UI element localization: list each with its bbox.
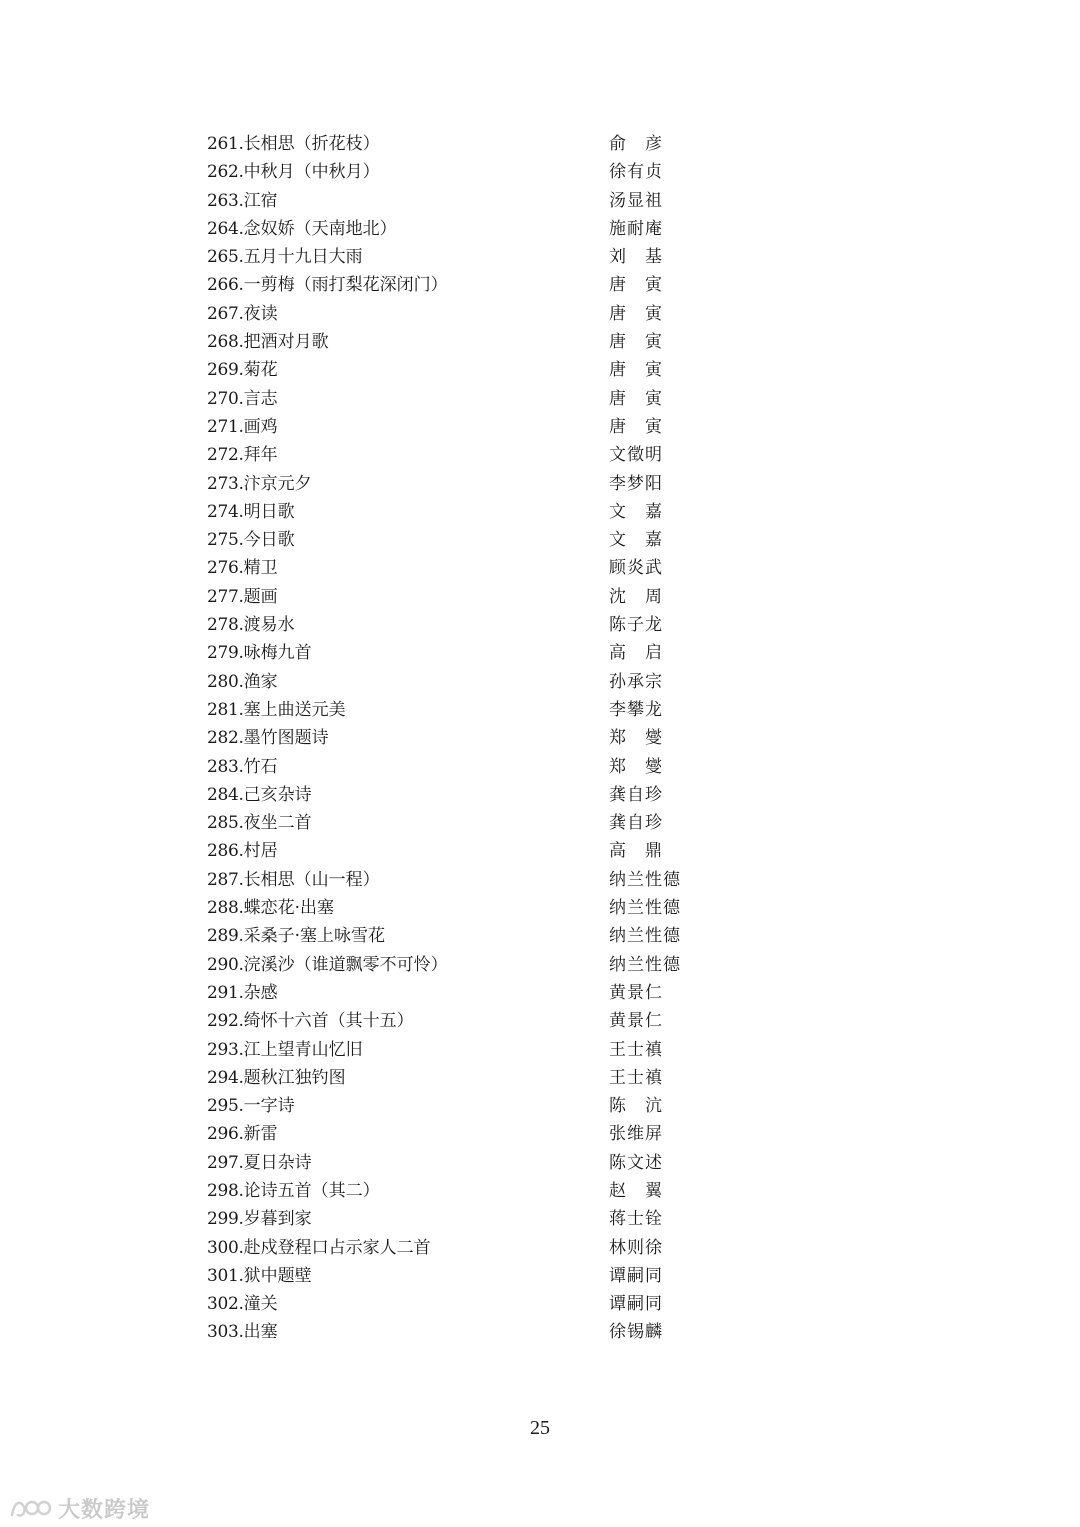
poem-title (207, 498, 295, 526)
poem-author: 郑 燮 (609, 728, 663, 749)
poem-number: 288. (207, 898, 244, 919)
poem-title (207, 1036, 363, 1064)
poem-title (207, 554, 278, 582)
list-item (207, 837, 727, 865)
poem-author: 张维屏 (609, 1124, 663, 1145)
poem-author: 林则徐 (609, 1237, 663, 1258)
poem-title (207, 1290, 278, 1318)
poem-number: 289. (207, 926, 244, 947)
poem-number: 293. (207, 1039, 244, 1060)
poem-number: 274. (207, 501, 244, 522)
poem-number: 291. (207, 982, 244, 1003)
poem-author: 唐 寅 (609, 388, 663, 409)
poem-author: 李攀龙 (609, 699, 663, 720)
poem-title-text: 己亥杂诗 (243, 784, 312, 805)
poem-title-text: 赴戍登程口占示家人二首 (243, 1237, 431, 1258)
poem-title-text: 出塞 (243, 1322, 278, 1343)
poem-title-text: 渡易水 (243, 615, 295, 636)
poem-author: 蒋士铨 (609, 1209, 663, 1230)
list-item (207, 1262, 727, 1290)
poem-author: 刘 基 (609, 247, 663, 268)
poem-author: 纳兰性德 (609, 954, 681, 975)
poem-number: 283. (207, 756, 244, 777)
poem-title (207, 1149, 312, 1177)
poem-title-text: 题画 (243, 586, 278, 607)
poem-title (207, 1120, 278, 1148)
poem-title (207, 328, 329, 356)
poem-number: 265. (207, 247, 244, 268)
poem-title-text: 一剪梅（雨打梨花深闭门） (243, 275, 448, 296)
poem-author: 龚自珍 (609, 813, 663, 834)
poem-title-text: 菊花 (243, 360, 278, 381)
poem-number: 276. (207, 558, 244, 579)
poem-title-text: 江上望青山忆旧 (243, 1039, 363, 1060)
poem-title-text: 念奴娇（天南地北） (243, 218, 397, 239)
poem-number: 294. (207, 1067, 244, 1088)
poem-title (207, 300, 278, 328)
list-item (207, 130, 727, 158)
list-item (207, 1036, 727, 1064)
poem-title (207, 1007, 414, 1035)
list-item (207, 271, 727, 299)
poem-title-text: 咏梅九首 (243, 643, 312, 664)
poem-author: 徐锡麟 (609, 1322, 663, 1343)
list-item (207, 979, 727, 1007)
poem-title-text: 夜读 (243, 303, 278, 324)
poem-number: 286. (207, 841, 244, 862)
poem-author: 孙承宗 (609, 671, 663, 692)
poem-title (207, 979, 278, 1007)
poem-title-text: 五月十九日大雨 (243, 247, 363, 268)
poem-number: 267. (207, 303, 244, 324)
poem-number: 290. (207, 954, 244, 975)
poem-title (207, 724, 329, 752)
poem-title-text: 拜年 (243, 445, 278, 466)
list-item (207, 498, 727, 526)
poem-title-text: 明日歌 (243, 501, 295, 522)
poem-number: 300. (207, 1237, 244, 1258)
list-item (207, 385, 727, 413)
poem-number: 287. (207, 869, 244, 890)
poem-author: 王士禛 (609, 1067, 663, 1088)
list-item (207, 243, 727, 271)
poem-title-text: 夏日杂诗 (243, 1152, 312, 1173)
list-item (207, 300, 727, 328)
poem-author: 龚自珍 (609, 784, 663, 805)
poem-title (207, 385, 278, 413)
page-number: 25 (530, 1417, 550, 1439)
list-item (207, 526, 727, 554)
list-item (207, 1318, 727, 1346)
poem-title (207, 470, 312, 498)
poem-list (207, 130, 727, 1347)
poem-author: 文 嘉 (609, 501, 663, 522)
poem-title-text: 墨竹图题诗 (243, 728, 329, 749)
poem-title-text: 塞上曲送元美 (243, 699, 346, 720)
poem-title (207, 668, 278, 696)
list-item (207, 554, 727, 582)
poem-title (207, 215, 397, 243)
poem-author: 李梦阳 (609, 473, 663, 494)
list-item (207, 1092, 727, 1120)
list-item (207, 922, 727, 950)
list-item (207, 639, 727, 667)
poem-title-text: 新雷 (243, 1124, 278, 1145)
poem-author: 唐 寅 (609, 332, 663, 353)
poem-author: 纳兰性德 (609, 898, 681, 919)
poem-title-text: 长相思（折花枝） (243, 134, 380, 154)
poem-title-text: 论诗五首（其二） (243, 1180, 380, 1201)
poem-title-text: 言志 (243, 388, 278, 409)
poem-author: 黄景仁 (609, 1011, 663, 1032)
poem-title (207, 356, 278, 384)
poem-title-text: 采桑子·塞上咏雪花 (243, 926, 386, 947)
poem-title (207, 1064, 346, 1092)
poem-number: 280. (207, 671, 244, 692)
poem-number: 275. (207, 530, 244, 551)
poem-title (207, 1262, 312, 1290)
poem-title-text: 中秋月（中秋月） (243, 162, 380, 183)
poem-number: 295. (207, 1096, 244, 1117)
poem-author: 谭嗣同 (609, 1265, 663, 1286)
list-item (207, 1234, 727, 1262)
watermark (8, 1490, 150, 1526)
poem-title-text: 狱中题壁 (243, 1265, 312, 1286)
poem-title (207, 611, 295, 639)
poem-number: 273. (207, 473, 244, 494)
poem-title (207, 781, 312, 809)
list-item (207, 215, 727, 243)
poem-author: 郑 燮 (609, 756, 663, 777)
poem-author: 施耐庵 (609, 218, 663, 239)
poem-number: 281. (207, 699, 244, 720)
poem-title (207, 951, 448, 979)
list-item (207, 809, 727, 837)
poem-title (207, 1177, 380, 1205)
poem-author: 谭嗣同 (609, 1294, 663, 1315)
list-item (207, 328, 727, 356)
poem-title (207, 583, 278, 611)
list-item (207, 951, 727, 979)
poem-number: 266. (207, 275, 244, 296)
poem-number: 284. (207, 784, 244, 805)
poem-author: 纳兰性德 (609, 926, 681, 947)
list-item (207, 781, 727, 809)
poem-number: 278. (207, 615, 244, 636)
list-item (207, 1007, 727, 1035)
poem-number: 298. (207, 1180, 244, 1201)
poem-title-text: 一字诗 (243, 1096, 295, 1117)
poem-number: 271. (207, 416, 244, 437)
poem-title (207, 922, 385, 950)
poem-title (207, 413, 278, 441)
list-item (207, 611, 727, 639)
poem-author: 陈文述 (609, 1152, 663, 1173)
poem-author: 唐 寅 (609, 275, 663, 296)
poem-author: 徐有贞 (609, 162, 663, 183)
poem-title-text: 杂感 (243, 982, 278, 1003)
list-item (207, 356, 727, 384)
poem-title (207, 837, 278, 865)
poem-title (207, 158, 380, 186)
poem-number: 279. (207, 643, 244, 664)
list-item (207, 724, 727, 752)
poem-number: 270. (207, 388, 244, 409)
poem-author: 唐 寅 (609, 360, 663, 381)
list-item (207, 187, 727, 215)
poem-number: 296. (207, 1124, 244, 1145)
poem-title-text: 今日歌 (243, 530, 295, 551)
list-item (207, 158, 727, 186)
poem-title-text: 江宿 (243, 190, 278, 211)
poem-title (207, 441, 278, 469)
list-item (207, 753, 727, 781)
poem-title (207, 753, 278, 781)
poem-title-text: 渔家 (243, 671, 278, 692)
poem-title (207, 526, 295, 554)
watermark-text: 大数跨境 (58, 1497, 151, 1523)
poem-number: 262. (207, 162, 244, 183)
poem-author: 汤显祖 (609, 190, 663, 211)
poem-author: 唐 寅 (609, 416, 663, 437)
poem-author: 纳兰性德 (609, 869, 681, 890)
list-item (207, 1177, 727, 1205)
poem-title (207, 696, 346, 724)
poem-author: 高 鼎 (609, 841, 663, 862)
poem-title (207, 1205, 312, 1233)
list-item (207, 1120, 727, 1148)
poem-number: 269. (207, 360, 244, 381)
poem-title-text: 竹石 (243, 756, 278, 777)
list-item (207, 441, 727, 469)
poem-title-text: 长相思（山一程） (243, 869, 380, 890)
poem-number: 299. (207, 1209, 244, 1230)
poem-author: 唐 寅 (609, 303, 663, 324)
list-item (207, 866, 727, 894)
poem-number: 261. (207, 134, 244, 154)
poem-number: 277. (207, 586, 244, 607)
poem-number: 263. (207, 190, 244, 211)
poem-title (207, 187, 278, 215)
poem-title (207, 894, 334, 922)
list-item (207, 696, 727, 724)
poem-author: 文徵明 (609, 445, 663, 466)
poem-author: 王士禛 (609, 1039, 663, 1060)
poem-number: 285. (207, 813, 244, 834)
poem-title-text: 绮怀十六首（其十五） (243, 1011, 414, 1032)
poem-title-text: 精卫 (243, 558, 278, 579)
poem-number: 264. (207, 218, 244, 239)
poem-number: 282. (207, 728, 244, 749)
poem-number: 302. (207, 1294, 244, 1315)
poem-author: 顾炎武 (609, 558, 663, 579)
poem-title-text: 题秋江独钓图 (243, 1067, 346, 1088)
poem-author: 赵 翼 (609, 1180, 663, 1201)
poem-author: 陈 沆 (609, 1096, 663, 1117)
poem-title-text: 汴京元夕 (243, 473, 312, 494)
poem-author: 文 嘉 (609, 530, 663, 551)
list-item (207, 1290, 727, 1318)
poem-title (207, 271, 448, 299)
poem-title-text: 蝶恋花·出塞 (243, 898, 335, 919)
poem-title (207, 130, 380, 158)
poem-title (207, 1318, 278, 1346)
poem-title-text: 岁暮到家 (243, 1209, 312, 1230)
poem-number: 301. (207, 1265, 244, 1286)
poem-number: 303. (207, 1322, 244, 1343)
list-item (207, 583, 727, 611)
poem-title-text: 浣溪沙（谁道飘零不可怜） (243, 954, 448, 975)
poem-number: 272. (207, 445, 244, 466)
poem-title-text: 夜坐二首 (243, 813, 312, 834)
watermark-logo-icon (8, 1493, 52, 1523)
poem-title-text: 潼关 (243, 1294, 278, 1315)
poem-number: 268. (207, 332, 244, 353)
poem-title (207, 1092, 295, 1120)
poem-title (207, 1234, 431, 1262)
poem-title (207, 639, 312, 667)
list-item (207, 894, 727, 922)
poem-author: 高 启 (609, 643, 663, 664)
list-item (207, 1064, 727, 1092)
list-item (207, 1149, 727, 1177)
list-item (207, 1205, 727, 1233)
poem-title-text: 村居 (243, 841, 278, 862)
poem-author: 沈 周 (609, 586, 663, 607)
poem-author: 俞 彦 (609, 134, 663, 154)
poem-number: 297. (207, 1152, 244, 1173)
poem-author: 陈子龙 (609, 615, 663, 636)
poem-title (207, 866, 380, 894)
list-item (207, 470, 727, 498)
poem-author: 黄景仁 (609, 982, 663, 1003)
list-item (207, 413, 727, 441)
poem-number: 292. (207, 1011, 244, 1032)
poem-title-text: 把酒对月歌 (243, 332, 329, 353)
poem-title (207, 809, 312, 837)
poem-title-text: 画鸡 (243, 416, 278, 437)
poem-title (207, 243, 363, 271)
list-item (207, 668, 727, 696)
